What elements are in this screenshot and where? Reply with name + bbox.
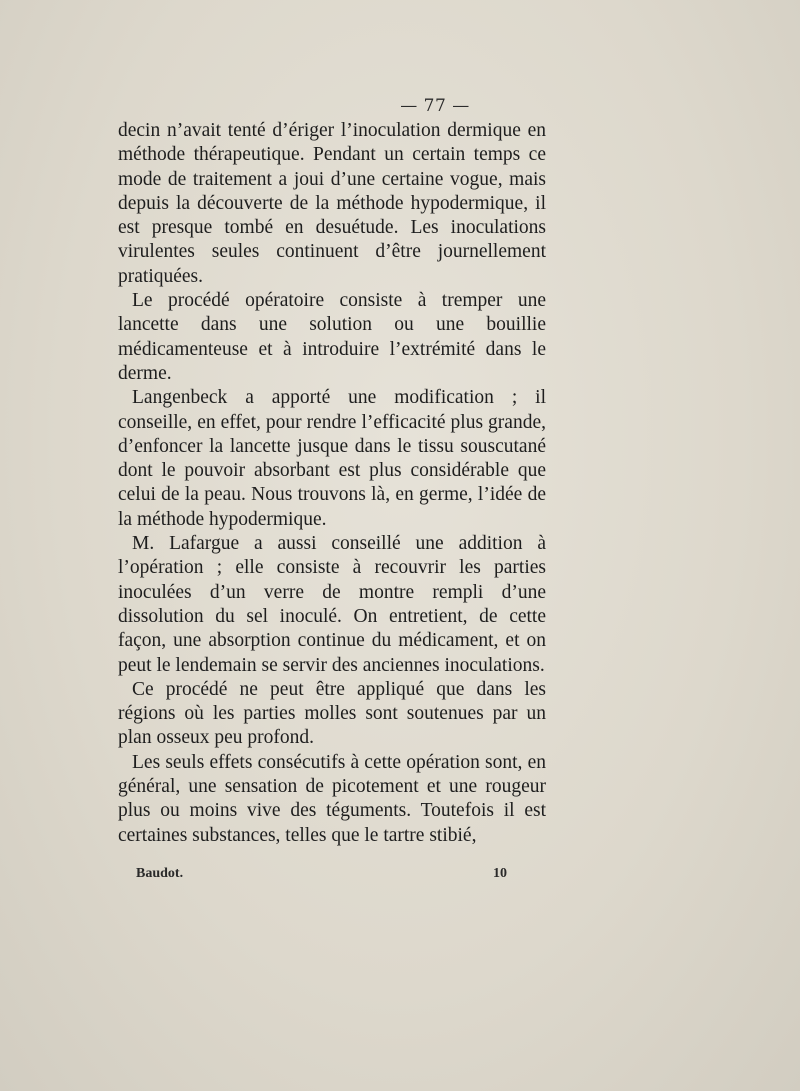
sheet-number: 10 <box>493 866 507 881</box>
paragraph: Le procédé opératoire consiste à tremper une lancette dans une solution ou une bouillie médicamenteuse et à introduire l’extrémité dans le derme. <box>118 290 546 384</box>
paragraph: decin n’avait tenté d’ériger l’inoculation dermique en méthode thérapeutique. Pendant un certain temps ce mode de traitement a joui d’une certaine vogue, mais depuis la découverte de la méthode hypodermique, il est presque tombé en desuétude. Les inoculations virulentes seules continuent d’être journellement pratiquées. <box>118 120 546 287</box>
paragraph: Les seuls effets consécutifs à cette opération sont, en général, une sensation de picotement et une rougeur plus ou moins vive des téguments. Toutefois il est certaines substances, telles que le tartre stibié, <box>118 751 546 846</box>
paragraph: Langenbeck a apporté une modification ; il conseille, en effet, pour rendre l’efficacité plus grande, d’enfoncer la lancette jusque dans le tissu souscutané dont le pouvoir absorbant est plus considérable que celui de la peau. Nous trouvons là, en germe, l’idée de la méthode hypodermique. <box>118 387 546 530</box>
page-header <box>0 96 800 116</box>
paragraph: Ce procédé ne peut être appliqué que dans les régions où les parties molles sont soutenues par un plan osseux peu profond. <box>118 678 546 749</box>
paragraph: M. Lafargue a aussi conseillé une addition à l’opération ; elle consiste à recouvrir les parties inoculées d’un verre de montre rempli d’une dissolution du sel inoculé. On entretient, de cette façon, une absorption continue du médicament, et on peut le lendemain se servir des anciennes inoculations. <box>118 533 546 676</box>
page-number: — 77 — <box>400 96 470 116</box>
body-text <box>118 119 546 848</box>
signature-mark: Baudot. <box>136 866 184 881</box>
